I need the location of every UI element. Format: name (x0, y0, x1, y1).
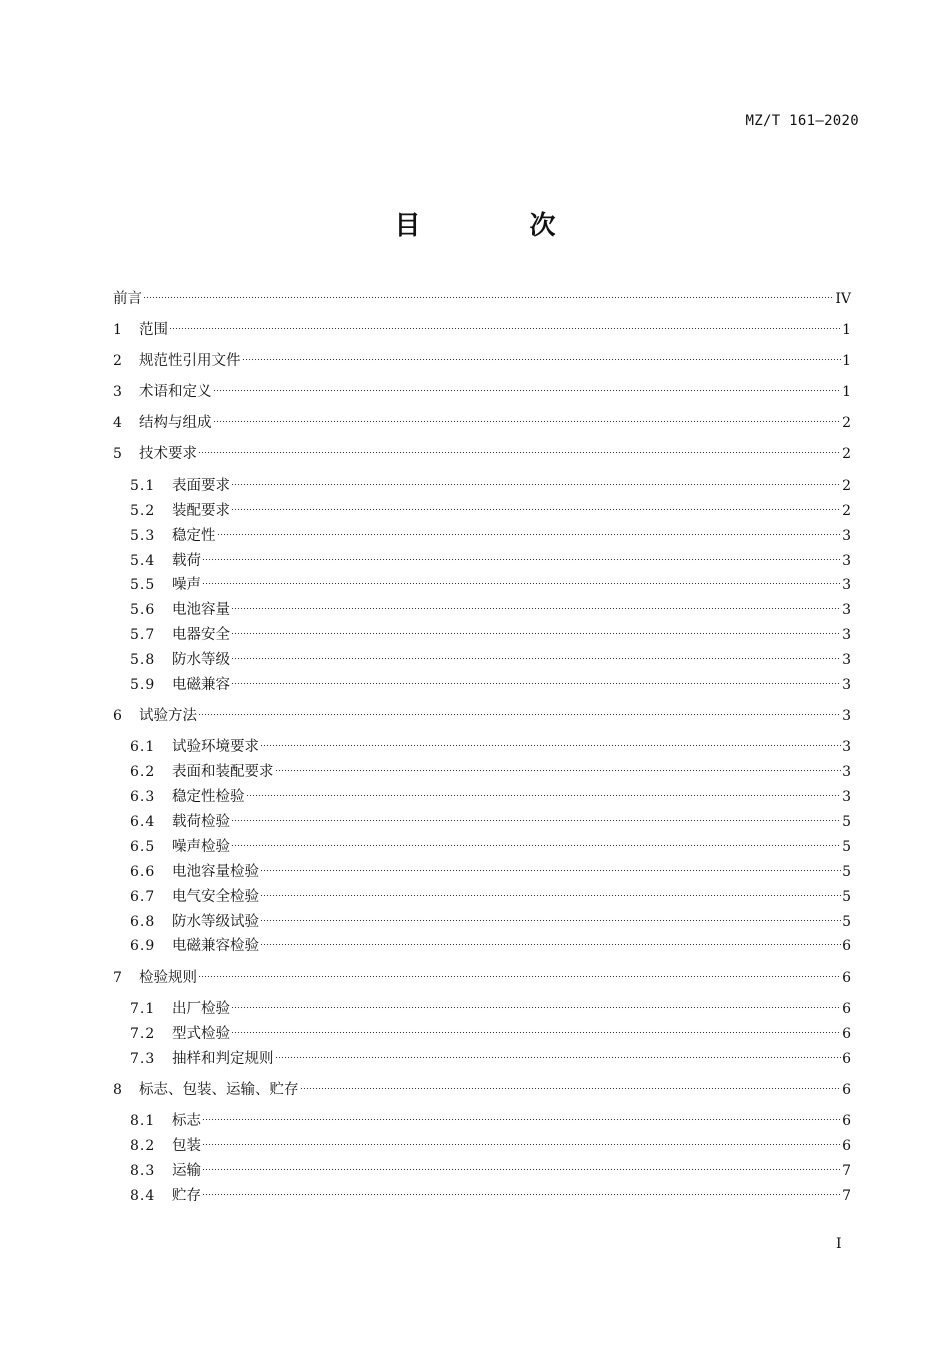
toc-entry-page: 3 (842, 577, 851, 593)
toc-entry[interactable] (130, 786, 851, 808)
toc-entry-page: 1 (842, 353, 851, 369)
toc-entry-page: 6 (842, 970, 851, 986)
toc-entry-page: 3 (842, 677, 851, 693)
toc-entry-number: 6.5 (130, 839, 156, 855)
toc-entry[interactable] (113, 288, 851, 310)
toc-entry[interactable] (113, 350, 851, 372)
dot-leader (202, 1142, 841, 1146)
toc-entry-page: 5 (842, 839, 851, 855)
toc-entry[interactable] (130, 574, 851, 596)
toc-entry-page: 3 (842, 553, 851, 569)
toc-entry-number: 3 (113, 384, 123, 400)
toc-entry[interactable] (130, 836, 851, 858)
toc-entry-page: 2 (842, 415, 851, 431)
toc-entry-page: 5 (842, 889, 851, 905)
toc-entry-number: 6.4 (130, 814, 156, 830)
toc-entry-number: 7.1 (130, 1001, 156, 1017)
toc-entry-page: 5 (842, 814, 851, 830)
toc-entry-label: 载荷检验 (172, 814, 230, 830)
toc-entry-label: 电气安全检验 (172, 889, 259, 905)
toc-entry-page: 3 (842, 627, 851, 643)
toc-entry-number: 5 (113, 446, 123, 462)
toc-entry[interactable] (113, 705, 851, 727)
toc-entry-page: 3 (842, 764, 851, 780)
dot-leader (275, 1055, 842, 1059)
toc-entry-page: 3 (842, 652, 851, 668)
dot-leader (198, 974, 841, 978)
dot-leader (202, 1192, 841, 1196)
dot-leader (231, 818, 841, 822)
dot-leader (260, 868, 841, 872)
toc-entry-page: 1 (842, 384, 851, 400)
dot-leader (202, 581, 841, 585)
toc-entry-number: 5.6 (130, 602, 156, 618)
standard-code: MZ/T 161—2020 (745, 113, 859, 129)
toc-entry-page: 6 (842, 1001, 851, 1017)
toc-entry-number: 5.4 (130, 553, 156, 569)
toc-entry-label: 试验方法 (139, 708, 197, 724)
page-number: I (836, 1236, 842, 1252)
toc-entry-label: 前言 (113, 291, 142, 307)
toc-entry-page: 7 (842, 1188, 851, 1204)
toc-entry-label: 表面要求 (172, 478, 230, 494)
dot-leader (260, 743, 841, 747)
toc-entry-page: 6 (842, 1082, 851, 1098)
toc-entry[interactable] (113, 381, 851, 403)
toc-entry[interactable] (130, 1048, 851, 1070)
dot-leader (202, 1167, 841, 1171)
toc-entry-label: 防水等级 (172, 652, 230, 668)
page-title: 目 次 (394, 211, 606, 241)
toc-entry[interactable] (113, 1079, 851, 1101)
toc-entry-number: 8.3 (130, 1163, 156, 1179)
dot-leader (217, 532, 842, 536)
toc-entry[interactable] (113, 967, 851, 989)
toc-entry-label: 电磁兼容检验 (172, 938, 259, 954)
dot-leader (300, 1086, 842, 1090)
toc-entry-label: 型式检验 (172, 1026, 230, 1042)
toc-entry-label: 电器安全 (172, 627, 230, 643)
dot-leader (202, 1117, 841, 1121)
toc-entry-number: 1 (113, 322, 123, 338)
toc-entry[interactable] (130, 500, 851, 522)
toc-entry-label: 术语和定义 (139, 384, 212, 400)
dot-leader (169, 326, 841, 330)
toc-entry-page: 3 (842, 739, 851, 755)
toc-entry-page: 7 (842, 1163, 851, 1179)
toc-entry[interactable] (130, 935, 851, 957)
toc-entry-number: 8 (113, 1082, 123, 1098)
dot-leader (198, 712, 841, 716)
toc-entry-number: 7.3 (130, 1051, 156, 1067)
dot-leader (246, 793, 842, 797)
toc-entry-label: 标志、包装、运输、贮存 (139, 1082, 299, 1098)
toc-entry[interactable] (130, 525, 851, 547)
toc-entry-label: 电池容量 (172, 602, 230, 618)
toc-entry[interactable] (130, 1160, 851, 1182)
toc-entry-number: 6.2 (130, 764, 156, 780)
toc-entry-number: 6.3 (130, 789, 156, 805)
toc-entry[interactable] (130, 1110, 851, 1132)
dot-leader (213, 388, 842, 392)
toc-entry[interactable] (130, 1135, 851, 1157)
toc-entry-page: 5 (842, 864, 851, 880)
dot-leader (198, 450, 841, 454)
toc-entry[interactable] (130, 649, 851, 671)
toc-entry-number: 5.5 (130, 577, 156, 593)
toc-entry-label: 防水等级试验 (172, 914, 259, 930)
dot-leader (231, 631, 841, 635)
toc-entry-label: 电池容量检验 (172, 864, 259, 880)
toc-entry-number: 8.4 (130, 1188, 156, 1204)
toc-entry-page: 1 (842, 322, 851, 338)
toc-entry[interactable] (130, 599, 851, 621)
dot-leader (213, 419, 842, 423)
toc-entry-number: 5.7 (130, 627, 156, 643)
toc-entry-label: 运输 (172, 1163, 201, 1179)
toc-entry[interactable] (130, 998, 851, 1020)
dot-leader (231, 507, 841, 511)
toc-entry[interactable] (113, 319, 851, 341)
dot-leader (231, 843, 841, 847)
dot-leader (260, 918, 841, 922)
toc-entry-number: 5.2 (130, 503, 156, 519)
dot-leader (242, 357, 842, 361)
toc-entry[interactable] (130, 761, 851, 783)
toc-entry-label: 技术要求 (139, 446, 197, 462)
toc-entry-page: 5 (842, 914, 851, 930)
toc-entry-label: 电磁兼容 (172, 677, 230, 693)
toc-entry-label: 噪声检验 (172, 839, 230, 855)
toc-entry[interactable] (130, 1023, 851, 1045)
toc-entry[interactable] (113, 443, 851, 465)
toc-entry-label: 表面和装配要求 (172, 764, 274, 780)
toc-entry-page: 2 (842, 503, 851, 519)
toc-entry[interactable] (130, 911, 851, 933)
toc-entry[interactable] (130, 861, 851, 883)
toc-entry-page: 3 (842, 708, 851, 724)
toc-entry-page: 3 (842, 528, 851, 544)
toc-entry[interactable] (130, 475, 851, 497)
dot-leader (260, 942, 841, 946)
toc-entry[interactable] (130, 1185, 851, 1207)
toc-entry-label: 检验规则 (139, 970, 197, 986)
toc-entry-number: 5.1 (130, 478, 156, 494)
toc-entry[interactable] (130, 550, 851, 572)
toc-entry-label: 结构与组成 (139, 415, 212, 431)
toc-entry[interactable] (130, 811, 851, 833)
toc-entry-number: 6.7 (130, 889, 156, 905)
toc-entry-label: 装配要求 (172, 503, 230, 519)
dot-leader (275, 768, 842, 772)
dot-leader (231, 681, 841, 685)
toc-entry-number: 6.9 (130, 938, 156, 954)
toc-entry-page: 6 (842, 1113, 851, 1129)
toc-entry-number: 6.6 (130, 864, 156, 880)
toc-entry-page: 2 (842, 446, 851, 462)
toc-entry-number: 8.2 (130, 1138, 156, 1154)
toc-entry-number: 7.2 (130, 1026, 156, 1042)
toc-entry-label: 包装 (172, 1138, 201, 1154)
toc-entry-number: 2 (113, 353, 123, 369)
toc-entry-number: 5.9 (130, 677, 156, 693)
toc-entry-page: 6 (842, 1026, 851, 1042)
toc-entry-number: 6.1 (130, 739, 156, 755)
dot-leader (231, 482, 841, 486)
dot-leader (231, 656, 841, 660)
toc-entry-label: 载荷 (172, 553, 201, 569)
toc-entry-page: 6 (842, 1138, 851, 1154)
toc-entry-page: 6 (842, 1051, 851, 1067)
toc-entry-label: 稳定性 (172, 528, 216, 544)
dot-leader (202, 557, 841, 561)
toc-entry-page: IV (835, 291, 851, 307)
toc-entry-label: 噪声 (172, 577, 201, 593)
toc-entry[interactable] (130, 736, 851, 758)
toc-entry-label: 贮存 (172, 1188, 201, 1204)
dot-leader (231, 1030, 841, 1034)
toc-entry-page: 3 (842, 602, 851, 618)
toc-entry[interactable] (113, 412, 851, 434)
dot-leader (231, 606, 841, 610)
toc-entry-number: 4 (113, 415, 123, 431)
toc-entry-number: 5.3 (130, 528, 156, 544)
toc-entry[interactable] (130, 624, 851, 646)
toc-entry-number: 8.1 (130, 1113, 156, 1129)
toc-entry-label: 出厂检验 (172, 1001, 230, 1017)
toc-entry-label: 抽样和判定规则 (172, 1051, 274, 1067)
toc-entry-page: 2 (842, 478, 851, 494)
toc-entry-label: 标志 (172, 1113, 201, 1129)
dot-leader (260, 893, 841, 897)
toc-entry[interactable] (130, 674, 851, 696)
toc-entry-number: 6.8 (130, 914, 156, 930)
toc-entry-label: 规范性引用文件 (139, 353, 241, 369)
toc-entry-number: 6 (113, 708, 123, 724)
toc-entry[interactable] (130, 886, 851, 908)
toc-entry-label: 范围 (139, 322, 168, 338)
dot-leader (231, 1005, 841, 1009)
dot-leader (143, 295, 834, 299)
toc-entry-number: 5.8 (130, 652, 156, 668)
toc-entry-number: 7 (113, 970, 123, 986)
toc-entry-label: 试验环境要求 (172, 739, 259, 755)
toc-entry-page: 6 (842, 938, 851, 954)
toc-entry-page: 3 (842, 789, 851, 805)
toc-entry-label: 稳定性检验 (172, 789, 245, 805)
